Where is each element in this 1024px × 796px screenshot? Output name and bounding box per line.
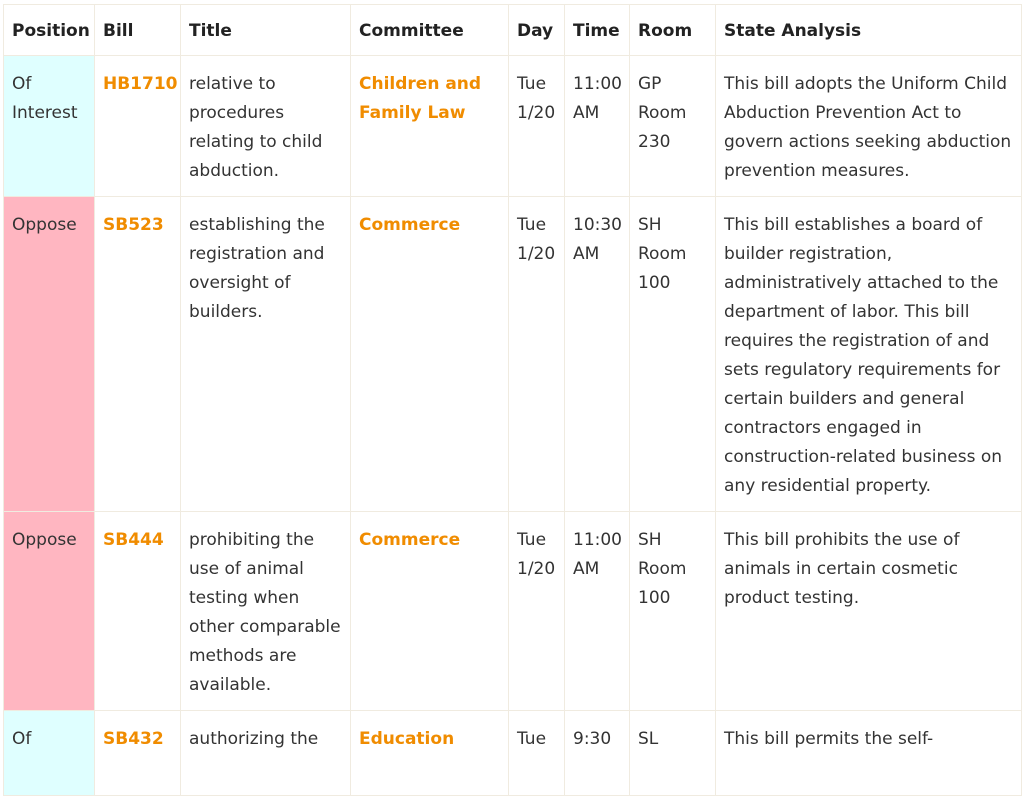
committee-link[interactable]: Commerce xyxy=(359,215,461,235)
header-time: Time xyxy=(565,5,630,56)
bill-link[interactable]: SB523 xyxy=(103,215,164,235)
header-committee: Committee xyxy=(351,5,509,56)
committee-link[interactable]: Children and Family Law xyxy=(359,74,482,123)
position-cell: Of Interest xyxy=(4,56,95,197)
position-cell: Of xyxy=(4,711,95,796)
title-cell: authorizing the xyxy=(181,711,351,796)
analysis-cell: This bill permits the self- xyxy=(716,711,1022,796)
title-cell: relative to procedures relating to child abduction. xyxy=(181,56,351,197)
room-cell: GP Room 230 xyxy=(630,56,716,197)
table-header-row xyxy=(4,5,1022,56)
day-cell: Tue 1/20 xyxy=(509,56,565,197)
title-cell: establishing the registration and oversight of builders. xyxy=(181,197,351,512)
bill-cell xyxy=(95,711,181,796)
analysis-cell: This bill prohibits the use of animals in certain cosmetic product testing. xyxy=(716,512,1022,711)
bill-table xyxy=(3,4,1022,796)
committee-cell xyxy=(351,711,509,796)
bill-link[interactable]: SB432 xyxy=(103,729,164,749)
room-cell: SH Room 100 xyxy=(630,197,716,512)
bill-table-container xyxy=(3,4,1021,796)
title-cell: prohibiting the use of animal testing when other comparable methods are available. xyxy=(181,512,351,711)
header-position: Position xyxy=(4,5,95,56)
room-cell: SL xyxy=(630,711,716,796)
bill-cell xyxy=(95,197,181,512)
committee-cell xyxy=(351,512,509,711)
table-row xyxy=(4,197,1022,512)
room-cell: SH Room 100 xyxy=(630,512,716,711)
table-row xyxy=(4,56,1022,197)
analysis-cell: This bill adopts the Uniform Child Abduction Prevention Act to govern actions seeking abduction prevention measures. xyxy=(716,56,1022,197)
header-title: Title xyxy=(181,5,351,56)
bill-cell xyxy=(95,512,181,711)
day-cell: Tue 1/20 xyxy=(509,197,565,512)
table-row xyxy=(4,512,1022,711)
bill-link[interactable]: HB1710 xyxy=(103,74,178,94)
analysis-cell: This bill establishes a board of builder registration, administratively attached to the department of labor. This bill requires the registration of and sets regulatory requirements for certain builders and general contractors engaged in construction-related business on any residential property. xyxy=(716,197,1022,512)
committee-link[interactable]: Education xyxy=(359,729,455,749)
day-cell: Tue 1/20 xyxy=(509,512,565,711)
table-row xyxy=(4,711,1022,796)
header-room: Room xyxy=(630,5,716,56)
committee-cell xyxy=(351,197,509,512)
committee-link[interactable]: Commerce xyxy=(359,530,461,550)
header-day: Day xyxy=(509,5,565,56)
time-cell: 11:00 AM xyxy=(565,56,630,197)
header-state-analysis: State Analysis xyxy=(716,5,1022,56)
bill-cell xyxy=(95,56,181,197)
committee-cell xyxy=(351,56,509,197)
time-cell: 9:30 xyxy=(565,711,630,796)
position-cell: Oppose xyxy=(4,197,95,512)
time-cell: 10:30 AM xyxy=(565,197,630,512)
time-cell: 11:00 AM xyxy=(565,512,630,711)
bill-link[interactable]: SB444 xyxy=(103,530,164,550)
position-cell: Oppose xyxy=(4,512,95,711)
header-bill: Bill xyxy=(95,5,181,56)
day-cell: Tue xyxy=(509,711,565,796)
